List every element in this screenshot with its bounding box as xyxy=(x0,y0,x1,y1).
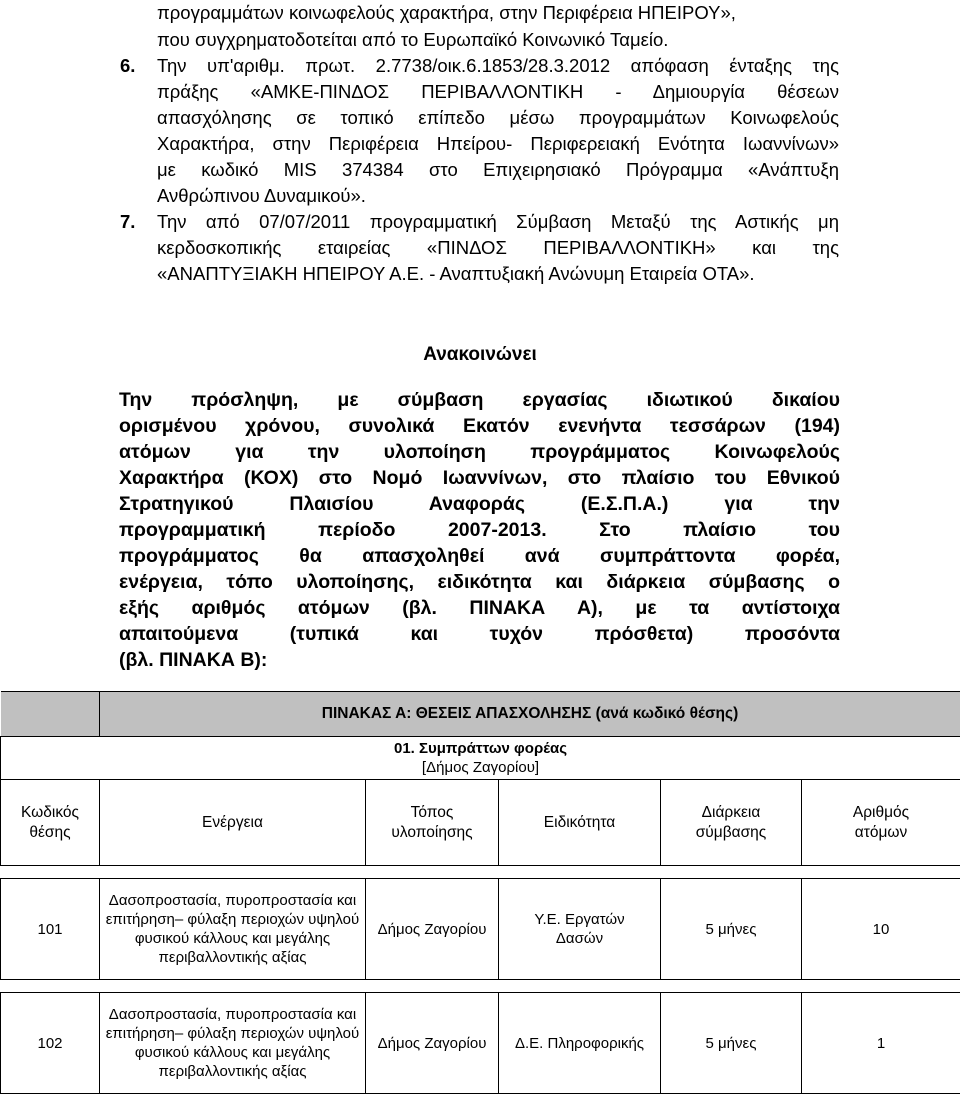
partner-row xyxy=(1,737,960,780)
body-line: Στρατηγικού Πλαισίου Αναφοράς (Ε.Σ.Π.Α.) για την xyxy=(119,490,840,518)
intro-line: κερδοσκοπικής εταιρείας «ΠΙΝΔΟΣ ΠΕΡΙΒΑΛΛΟΝΤΙΚΗ» και της xyxy=(157,235,839,261)
header-count: Αριθμός ατόμων xyxy=(802,780,960,866)
body-line: ατόμων για την υλοποίηση προγράμματος Κοινωφελούς xyxy=(119,438,840,466)
table-title: ΠΙΝΑΚΑΣ Α: ΘΕΣΕΙΣ ΑΠΑΣΧΟΛΗΣΗΣ (ανά κωδικό θέσης) xyxy=(100,692,960,737)
intro-line: Την από 07/07/2011 προγραμματική Σύμβαση Μεταξύ της Αστικής μη xyxy=(157,209,839,235)
partner-cell xyxy=(1,737,960,780)
cell-specialty: Δ.Ε. Πληροφορικής xyxy=(499,993,661,1094)
partner-detail: [Δήμος Ζαγορίου] xyxy=(5,758,956,777)
intro-line: που συγχρηματοδοτείται από το Ευρωπαϊκό Κοινωνικό Ταμείο. xyxy=(157,27,839,53)
cell-place: Δήμος Ζαγορίου xyxy=(366,879,499,980)
cell-duration: 5 μήνες xyxy=(661,993,802,1094)
announcement-heading: Ανακοινώνει xyxy=(0,342,960,368)
body-line: Χαρακτήρα (ΚΟΧ) στο Νομό Ιωαννίνων, στο πλαίσιο του Εθνικού xyxy=(119,464,840,492)
intro-line: με κωδικό MIS 374384 στο Επιχειρησιακό Πρόγραμμα «Ανάπτυξη xyxy=(157,157,839,183)
cell-action: Δασοπροστασία, πυροπροστασία και επιτήρηση– φύλαξη περιοχών υψηλού φυσικού κάλλους και μεγάλης περιβαλλοντικής αξίας xyxy=(100,993,366,1094)
intro-line: Ανθρώπινου Δυναμικού». xyxy=(157,183,839,209)
cell-duration: 5 μήνες xyxy=(661,879,802,980)
header-place: Τόπος υλοποίησης xyxy=(366,780,499,866)
body-line: ενέργεια, τόπο υλοποίησης, ειδικότητα και διάρκεια σύμβασης ο xyxy=(119,568,840,596)
item-number: 6. xyxy=(120,53,135,79)
table-header-row xyxy=(1,780,960,866)
table-gap-row xyxy=(1,866,960,879)
cell-code: 102 xyxy=(1,993,100,1094)
header-specialty: Ειδικότητα xyxy=(499,780,661,866)
intro-line: πράξης «ΑΜΚΕ-ΠΙΝΔΟΣ ΠΕΡΙΒΑΛΛΟΝΤΙΚΗ - Δημιουργία θέσεων xyxy=(157,79,839,105)
positions-table xyxy=(0,691,960,1094)
cell-count: 10 xyxy=(802,879,960,980)
intro-line: προγραμμάτων κοινωφελούς χαρακτήρα, στην Περιφέρεια ΗΠΕΙΡΟΥ», xyxy=(157,0,839,26)
intro-line: Την υπ'αριθμ. πρωτ. 2.7738/οικ.6.1853/28.3.2012 απόφαση ένταξης της xyxy=(157,53,839,79)
body-line: προγράμματος θα απασχοληθεί ανά συμπράττοντα φορέα, xyxy=(119,542,840,570)
body-line: Την πρόσληψη, με σύμβαση εργασίας ιδιωτικού δικαίου xyxy=(119,386,840,414)
body-line: (βλ. ΠΙΝΑΚΑ Β): xyxy=(119,646,840,674)
partner-name: 01. Συμπράττων φορέας xyxy=(5,739,956,758)
header-duration: Διάρκεια σύμβασης xyxy=(661,780,802,866)
table-title-spacer xyxy=(1,692,100,737)
header-action: Ενέργεια xyxy=(100,780,366,866)
intro-line: Χαρακτήρα, στην Περιφέρεια Ηπείρου- Περιφερειακή Ενότητα Ιωαννίνων» xyxy=(157,131,839,157)
body-line: εξής αριθμός ατόμων (βλ. ΠΙΝΑΚΑ Α), με τα αντίστοιχα xyxy=(119,594,840,622)
table-row xyxy=(1,879,960,980)
body-line: προγραμματική περίοδο 2007-2013. Στο πλαίσιο του xyxy=(119,516,840,544)
cell-code: 101 xyxy=(1,879,100,980)
cell-count: 1 xyxy=(802,993,960,1094)
body-line: ορισμένου χρόνου, συνολικά Εκατόν ενενήντα τεσσάρων (194) xyxy=(119,412,840,440)
intro-line: «ΑΝΑΠΤΥΞΙΑΚΗ ΗΠΕΙΡΟΥ Α.Ε. - Αναπτυξιακή Ανώνυμη Εταιρεία ΟΤΑ». xyxy=(157,261,839,287)
item-number: 7. xyxy=(120,209,135,235)
cell-specialty: Υ.Ε. Εργατών Δασών xyxy=(499,879,661,980)
cell-action: Δασοπροστασία, πυροπροστασία και επιτήρηση– φύλαξη περιοχών υψηλού φυσικού κάλλους και μεγάλης περιβαλλοντικής αξίας xyxy=(100,879,366,980)
body-line: απαιτούμενα (τυπικά και τυχόν πρόσθετα) προσόντα xyxy=(119,620,840,648)
cell-place: Δήμος Ζαγορίου xyxy=(366,993,499,1094)
intro-line: απασχόλησης σε τοπικό επίπεδο μέσω προγραμμάτων Κοινωφελούς xyxy=(157,105,839,131)
table-gap-row xyxy=(1,980,960,993)
table-row xyxy=(1,993,960,1094)
table-title-row xyxy=(1,692,960,737)
header-code: Κωδικός θέσης xyxy=(1,780,100,866)
